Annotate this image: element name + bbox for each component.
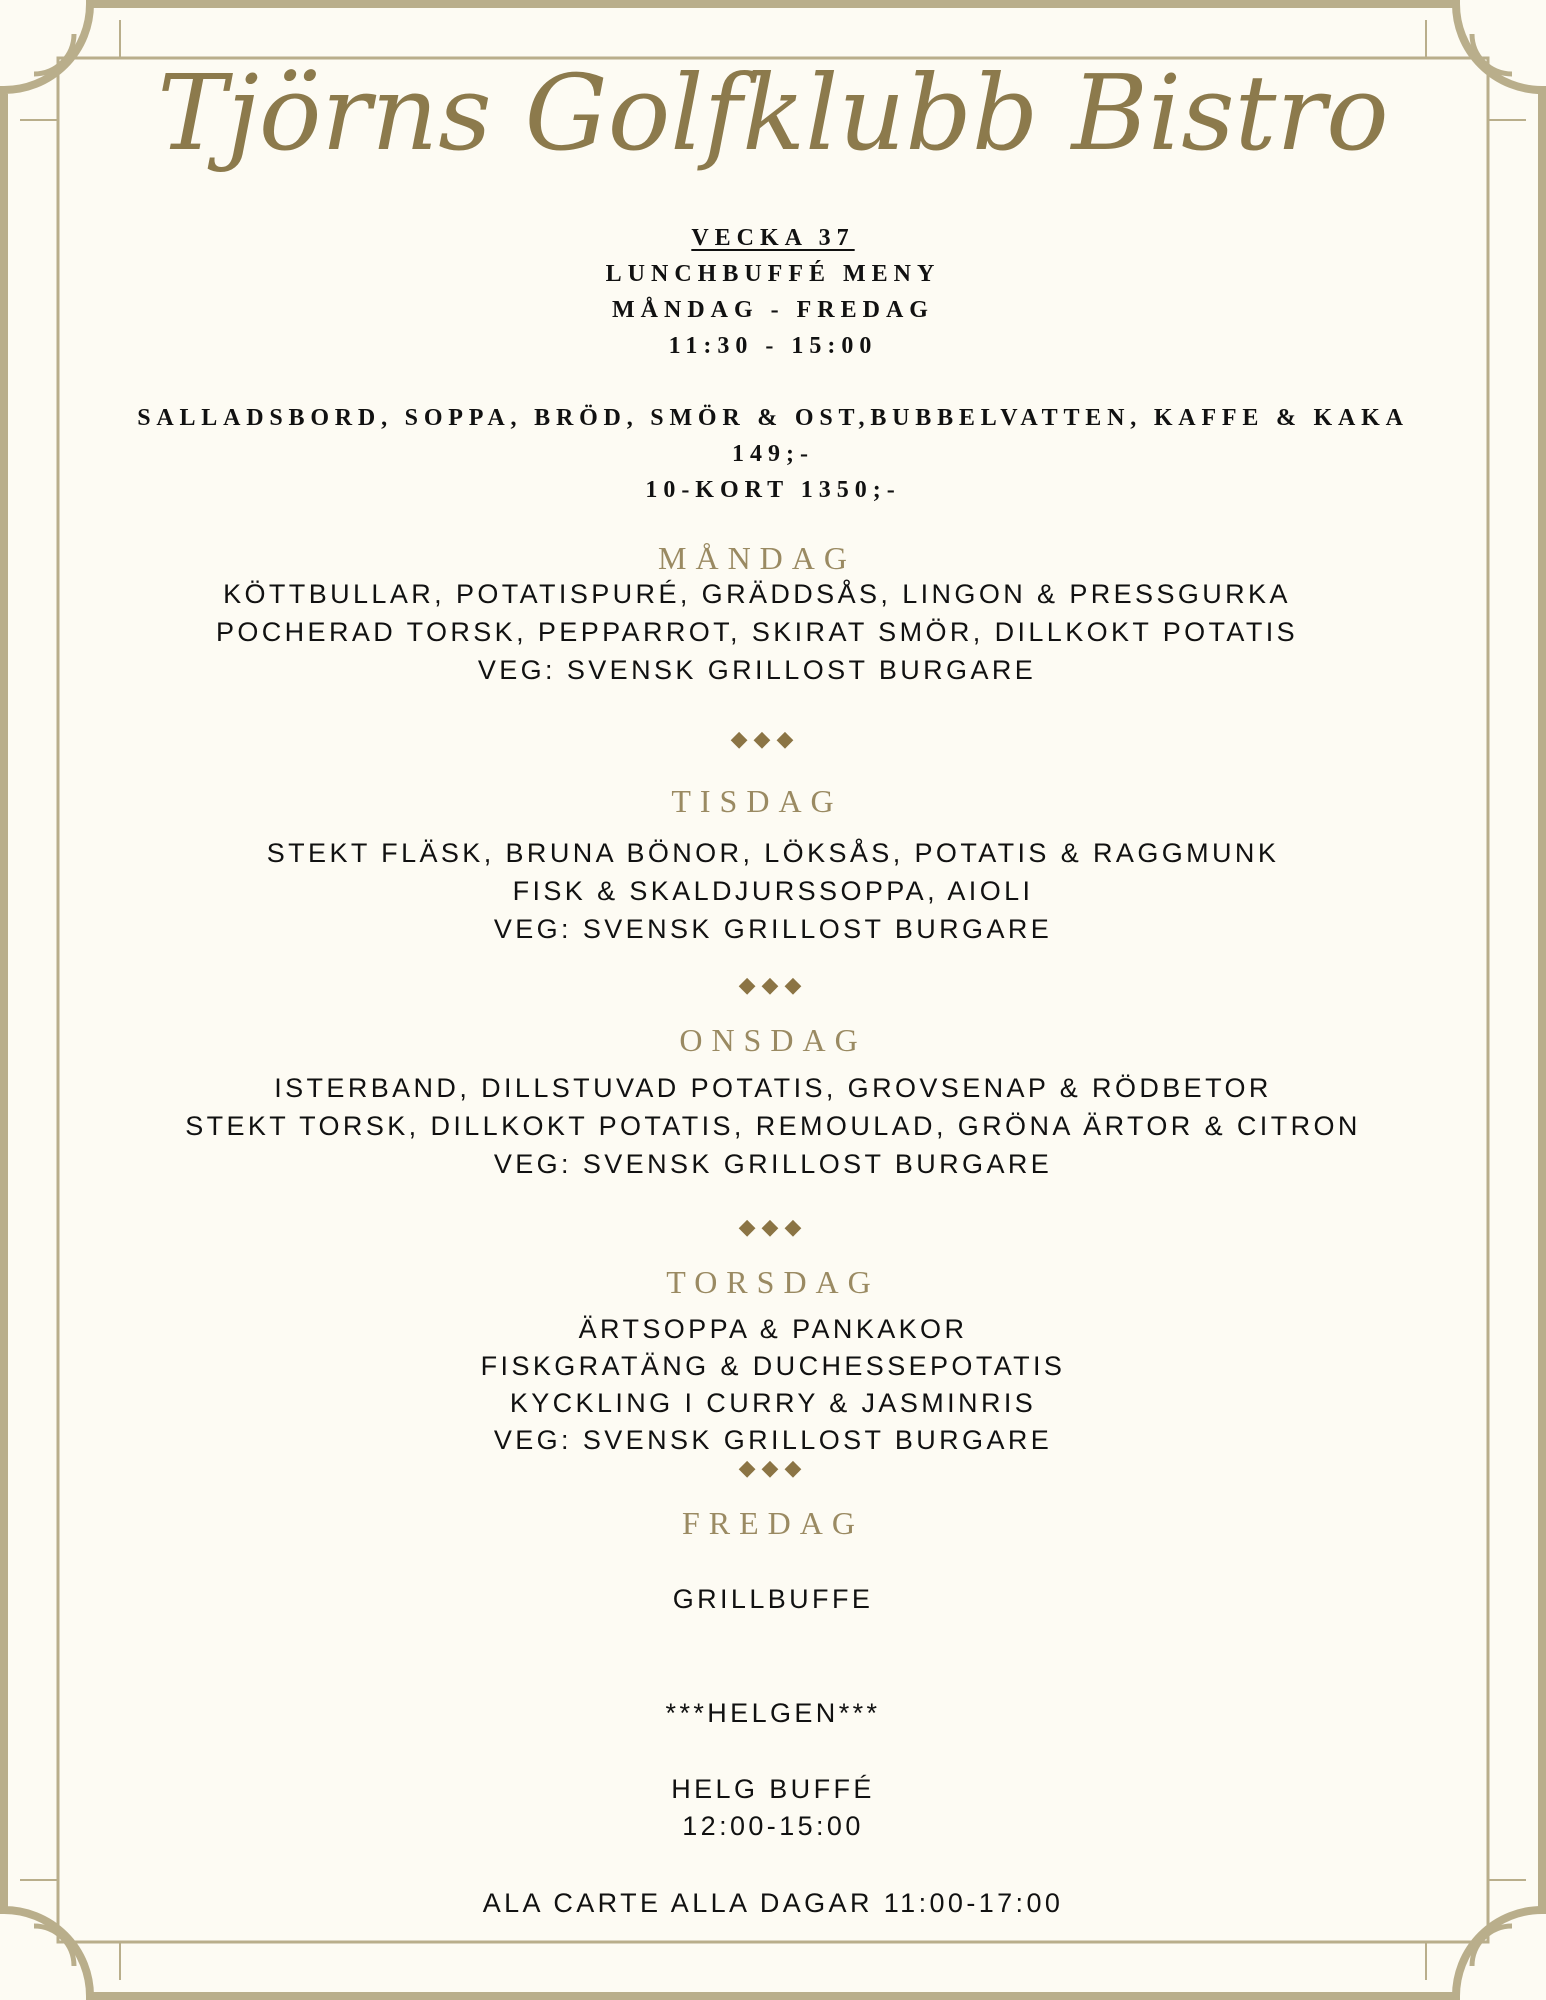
- buffet-includes: SALLADSBORD, SOPPA, BRÖD, SMÖR & OST,BUBBELVATTEN, KAFFE & KAKA: [137, 405, 1409, 431]
- day-heading-fredag: FREDAG: [681, 1505, 864, 1541]
- diamond-divider: ◆◆◆: [730, 727, 800, 752]
- hours-label: 11:30 - 15:00: [668, 333, 878, 359]
- dish-item: VEG: SVENSK GRILLOST BURGARE: [493, 914, 1053, 944]
- weekend-buffet-hours: 12:00-15:00: [682, 1811, 864, 1841]
- week-label: VECKA 37: [691, 225, 855, 251]
- day-heading-tisdag: TISDAG: [671, 783, 843, 819]
- diamond-divider: ◆◆◆: [738, 1456, 808, 1481]
- dish-item: VEG: SVENSK GRILLOST BURGARE: [477, 655, 1037, 685]
- alacarte-hours: ALA CARTE ALLA DAGAR 11:00-17:00: [482, 1888, 1064, 1918]
- dish-item: VEG: SVENSK GRILLOST BURGARE: [493, 1149, 1053, 1179]
- card-price: 10-KORT 1350;-: [645, 477, 901, 503]
- dish-item: KÖTTBULLAR, POTATISPURÉ, GRÄDDSÅS, LINGON & PRESSGURKA: [223, 579, 1291, 609]
- buffet-price: 149;-: [732, 441, 814, 467]
- dish-item: GRILLBUFFE: [672, 1584, 874, 1614]
- dish-item: FISK & SKALDJURSSOPPA, AIOLI: [512, 876, 1034, 906]
- dish-item: FISKGRATÄNG & DUCHESSEPOTATIS: [480, 1351, 1066, 1381]
- day-heading-torsdag: TORSDAG: [666, 1264, 880, 1300]
- dish-item: KYCKLING I CURRY & JASMINRIS: [509, 1388, 1037, 1418]
- dish-item: STEKT TORSK, DILLKOKT POTATIS, REMOULAD, GRÖNA ÄRTOR & CITRON: [185, 1111, 1361, 1141]
- page-title: Tjörns Golfklubb Bistro: [157, 52, 1389, 174]
- diamond-divider: ◆◆◆: [738, 973, 808, 998]
- weekend-heading: ***HELGEN***: [665, 1698, 881, 1728]
- menu-label: LUNCHBUFFÉ MENY: [605, 261, 941, 287]
- days-label: MÅNDAG - FREDAG: [612, 297, 934, 323]
- day-heading-mandag: MÅNDAG: [658, 540, 856, 576]
- day-heading-onsdag: ONSDAG: [679, 1022, 867, 1058]
- dish-item: VEG: SVENSK GRILLOST BURGARE: [493, 1425, 1053, 1455]
- weekend-buffet: HELG BUFFÉ: [671, 1774, 875, 1804]
- dish-item: STEKT FLÄSK, BRUNA BÖNOR, LÖKSÅS, POTATIS & RAGGMUNK: [266, 838, 1280, 868]
- dish-item: ISTERBAND, DILLSTUVAD POTATIS, GROVSENAP & RÖDBETOR: [274, 1073, 1272, 1103]
- dish-item: POCHERAD TORSK, PEPPARROT, SKIRAT SMÖR, DILLKOKT POTATIS: [215, 617, 1299, 647]
- diamond-divider: ◆◆◆: [738, 1215, 808, 1240]
- dish-item: ÄRTSOPPA & PANKAKOR: [578, 1314, 968, 1344]
